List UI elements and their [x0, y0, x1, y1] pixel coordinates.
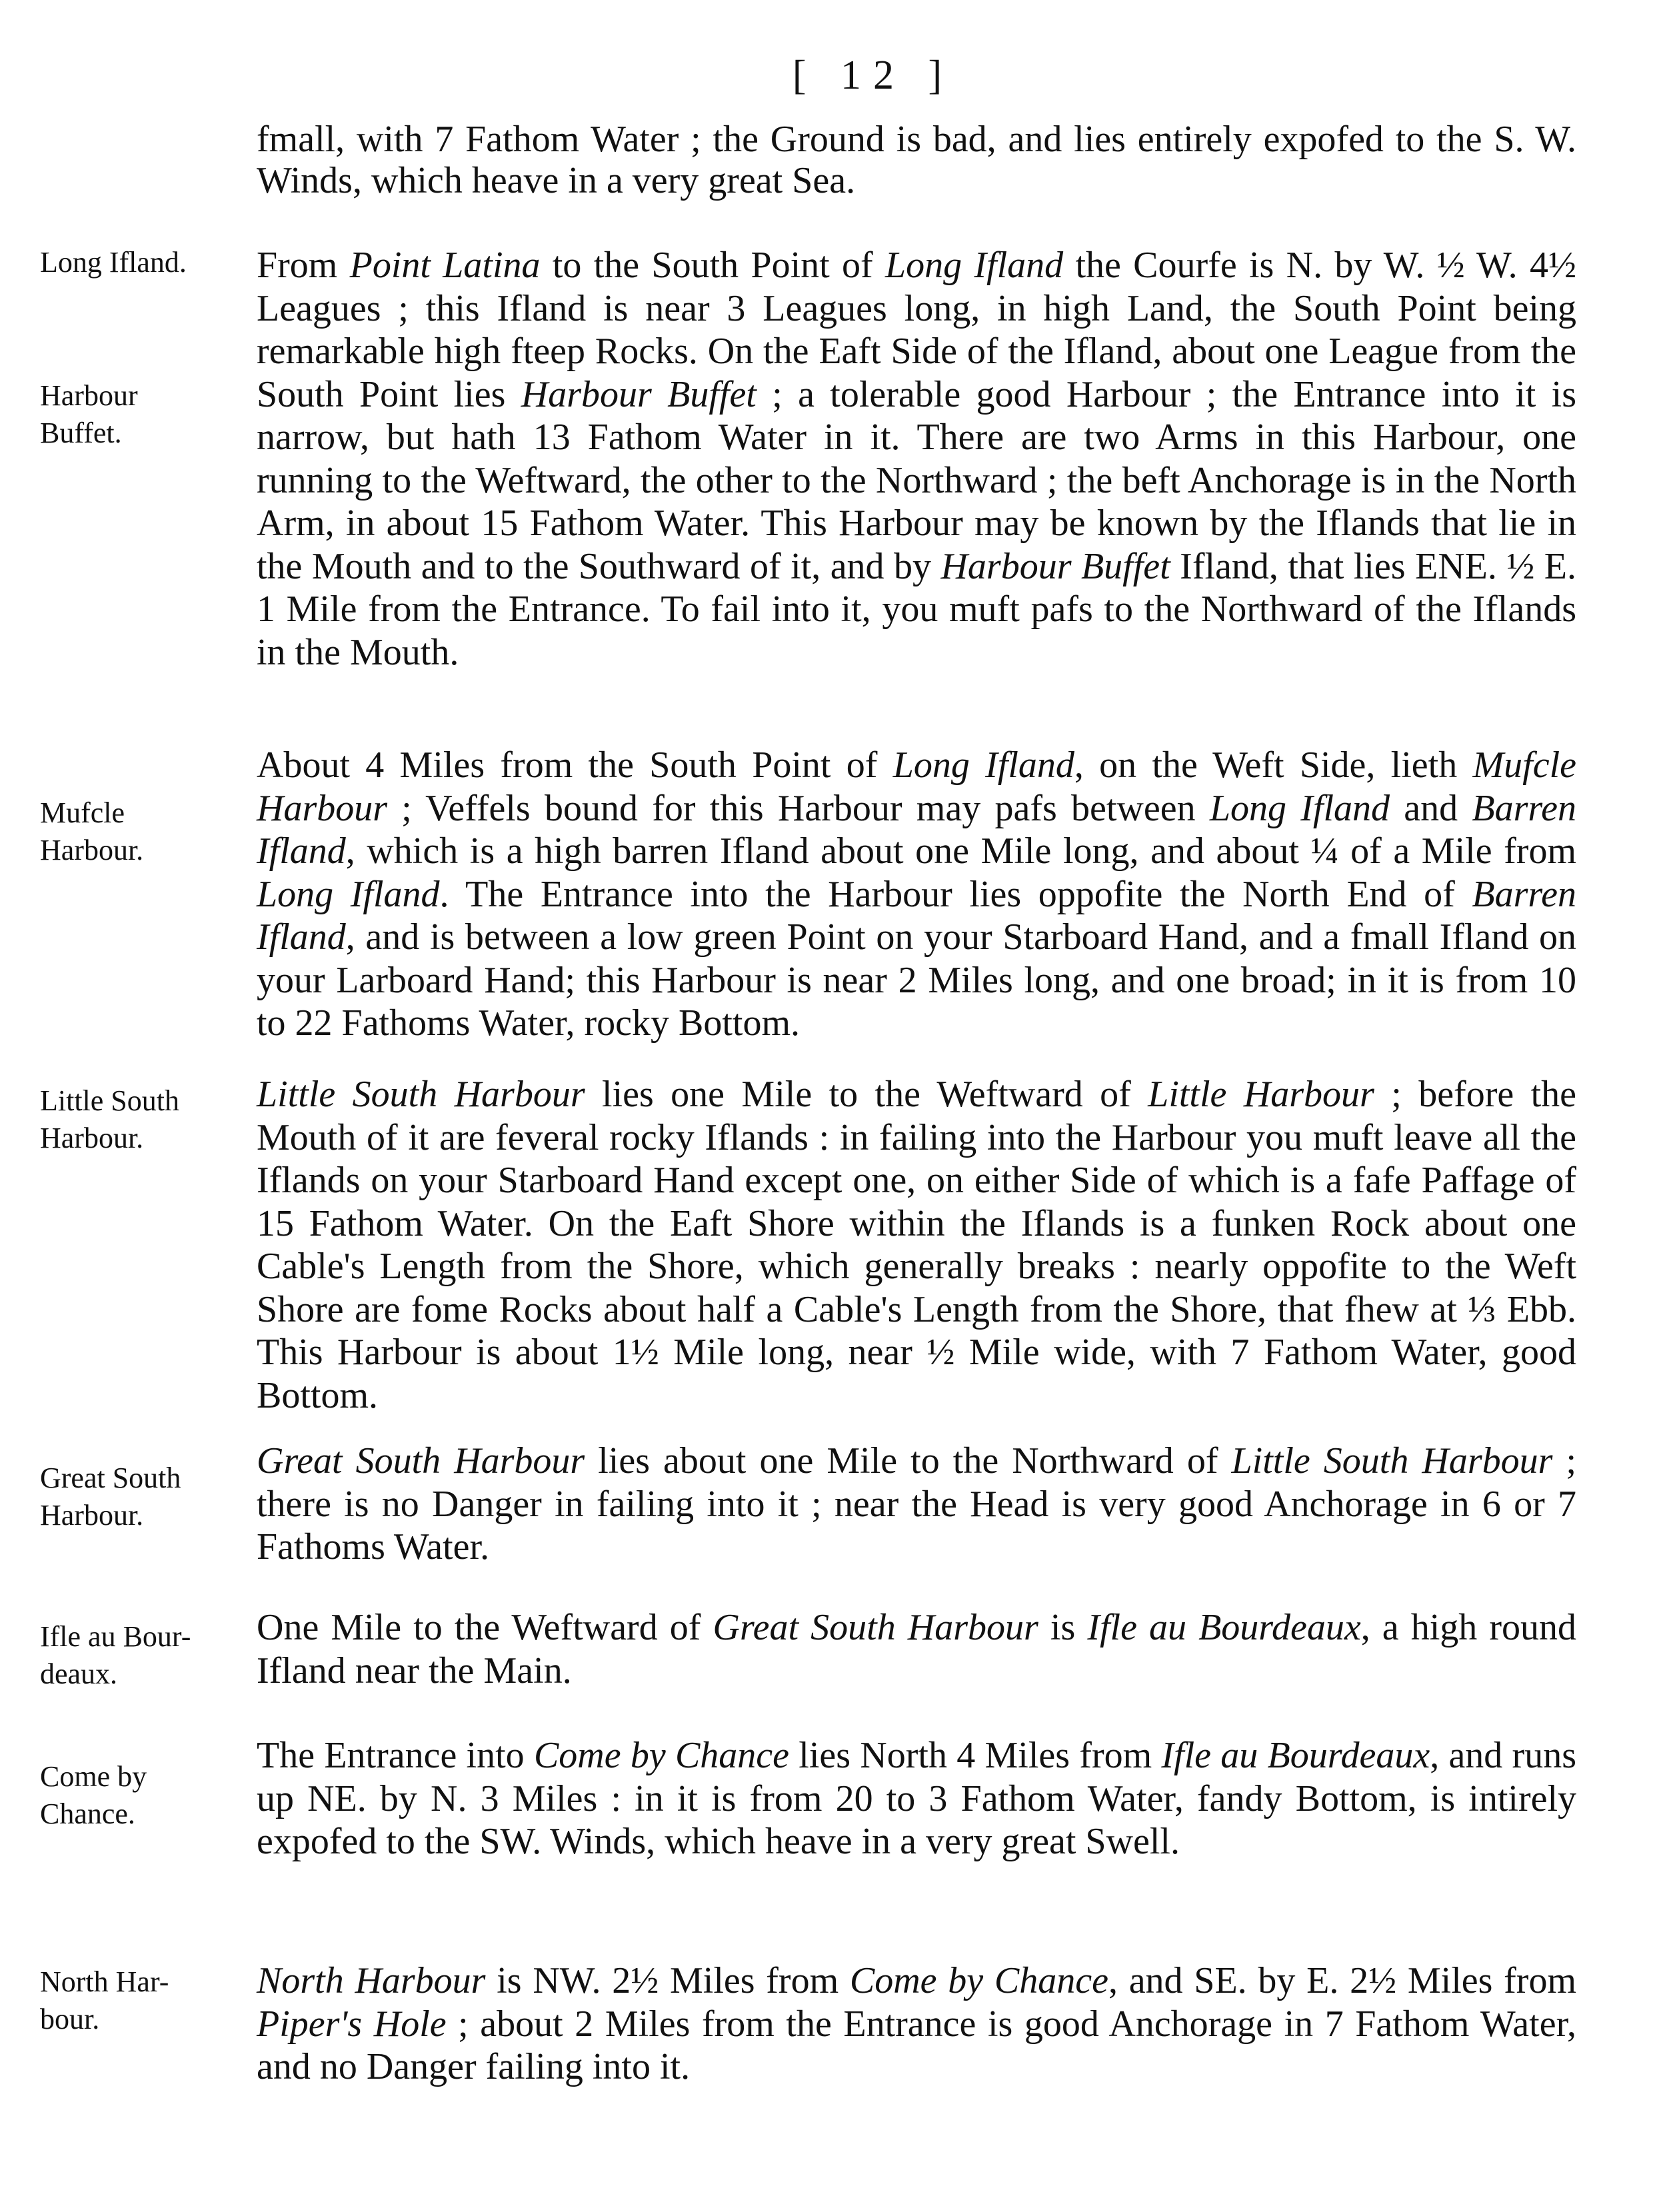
text-run: About 4 Miles from the South Point of	[257, 744, 893, 786]
italic-place-name: Harbour Buffet	[940, 545, 1170, 587]
text-run: ; before the Mouth of it are feveral rocky Iflands : in failing into the Harbour you muft leave all the Iflands on your Starboard Hand except one, on either Side of which is a fafe Paffage of 15 Fathom Water. On the Eaft Shore within the Iflands is a funken Rock about one Cable's Length from the Shore, which generally breaks : nearly oppofite to the Weft Shore are fome Rocks about half a Cable's Length from the Shore, that fhew at ⅓ Ebb. This Harbour is about 1½ Mile long, near ½ Mile wide, with 7 Fathom Water, good Bottom.	[257, 1074, 1577, 1416]
text-run: , and SE. by E. 2½ Miles from	[1108, 1960, 1577, 2001]
text-run: fmall, with 7 Fathom Water ; the Ground is bad, and lies entirely expofed to the S. W. Winds, which heave in a very great Sea.	[257, 119, 1576, 201]
italic-place-name: Mufcle Harbour	[257, 744, 1576, 829]
paragraph-text	[257, 1734, 1576, 1863]
italic-place-name: Great South Harbour	[257, 1440, 585, 1482]
italic-place-name: Harbour Buffet	[521, 373, 757, 415]
text-run: , and runs up NE. by N. 3 Miles : in it is from 20 to 3 Fathom Water, fandy Bottom, is intirely expofed to the SW. Winds, which heave in a very great Swell.	[257, 1735, 1576, 1862]
italic-place-name: Barren Ifland	[257, 873, 1576, 958]
text-run: ; Veffels bound for this Harbour may pafs between	[387, 787, 1210, 829]
text-run: lies one Mile to the Weftward of	[585, 1074, 1148, 1115]
paragraph-text	[257, 244, 1576, 674]
margin-note: Harbour Buffet.	[40, 379, 138, 449]
text-run: the Courfe is N. by W. ½ W. 4½ Leagues ; this Ifland is near 3 Leagues long, in high Land, the South Point being remarkable high fteep Rocks. On the Eaft Side of the Ifland, about one League from the South Point lies	[257, 245, 1576, 415]
italic-place-name: Long Ifland	[1209, 787, 1390, 829]
text-run: The Entrance into	[257, 1735, 534, 1776]
margin-note: Great South Harbour.	[40, 1462, 181, 1532]
paragraph-text	[257, 1073, 1576, 1417]
italic-place-name: Long Ifland	[892, 744, 1074, 786]
italic-place-name: Ifle au Bourdeaux	[1161, 1735, 1430, 1776]
text-run: to the South Point of	[540, 245, 885, 286]
text-run: One Mile to the Weftward of	[257, 1607, 713, 1648]
text-run: and	[1390, 787, 1472, 829]
margin-note: Mufcle Harbour.	[40, 796, 144, 866]
italic-place-name: Barren Ifland	[257, 787, 1576, 872]
paragraph-text	[257, 119, 1576, 201]
text-run: lies North 4 Miles from	[789, 1735, 1162, 1776]
text-run: , on the Weft Side, lieth	[1074, 744, 1473, 786]
margin-note: Come by Chance.	[40, 1760, 147, 1830]
margin-note: Long Ifland.	[40, 246, 187, 279]
text-run: . The Entrance into the Harbour lies oppofite the North End of	[439, 873, 1472, 915]
text-run: is	[1038, 1607, 1088, 1648]
margin-note: North Har- bour.	[40, 1965, 169, 2035]
italic-place-name: Ifle au Bourdeaux	[1087, 1607, 1361, 1648]
text-run: , and is between a low green Point on your Starboard Hand, and a fmall Ifland on your Larboard Hand; this Harbour is near 2 Miles long, and one broad; in it is from 10 to 22 Fathoms Water, rocky Bottom.	[257, 916, 1576, 1044]
paragraph-text	[257, 1440, 1576, 1569]
italic-place-name: Little South Harbour	[1231, 1440, 1553, 1482]
italic-place-name: Little South Harbour	[257, 1074, 585, 1115]
italic-place-name: Come by Chance	[849, 1960, 1108, 2001]
italic-place-name: North Harbour	[257, 1960, 486, 2001]
text-run: ; about 2 Miles from the Entrance is good Anchorage in 7 Fathom Water, and no Danger failing into it.	[257, 2003, 1576, 2087]
text-run: ; a tolerable good Harbour ; the Entrance into it is narrow, but hath 13 Fathom Water in it. There are two Arms in this Harbour, one running to the Weftward, the other to the Northward ; the beft Anchorage is in the North Arm, in about 15 Fathom Water. This Harbour may be known by the Iflands that lie in the Mouth and to the Southward of it, and by	[257, 373, 1577, 587]
italic-place-name: Great South Harbour	[713, 1607, 1038, 1648]
italic-place-name: Little Harbour	[1148, 1074, 1374, 1115]
text-run: From	[257, 245, 350, 286]
italic-place-name: Long Ifland	[884, 245, 1064, 286]
italic-place-name: Point Latina	[349, 245, 541, 286]
italic-place-name: Long Ifland	[257, 873, 440, 915]
text-run: , which is a high barren Ifland about one Mile long, and about ¼ of a Mile from	[345, 830, 1576, 872]
italic-place-name: Come by Chance	[533, 1735, 790, 1776]
page-number: [ 12 ]	[792, 53, 954, 98]
text-run: Ifland, that lies ENE. ½ E. 1 Mile from the Entrance. To fail into it, you muft pafs to the Northward of the Iflands in the Mouth.	[257, 545, 1576, 673]
paragraph-text	[257, 744, 1576, 1045]
text-run: lies about one Mile to the Northward of	[585, 1440, 1232, 1482]
text-run: is NW. 2½ Miles from	[485, 1960, 850, 2001]
margin-note: Ifle au Bour- deaux.	[40, 1620, 191, 1690]
text-run: , a high round Ifland near the Main.	[257, 1607, 1577, 1691]
italic-place-name: Piper's Hole	[257, 2003, 447, 2045]
paragraph-text	[257, 1606, 1576, 1692]
margin-note: Little South Harbour.	[40, 1084, 179, 1154]
text-run: ; there is no Danger in failing into it ; near the Head is very good Anchorage in 6 or 7 Fathoms Water.	[257, 1440, 1576, 1568]
paragraph-text	[257, 1959, 1576, 2089]
